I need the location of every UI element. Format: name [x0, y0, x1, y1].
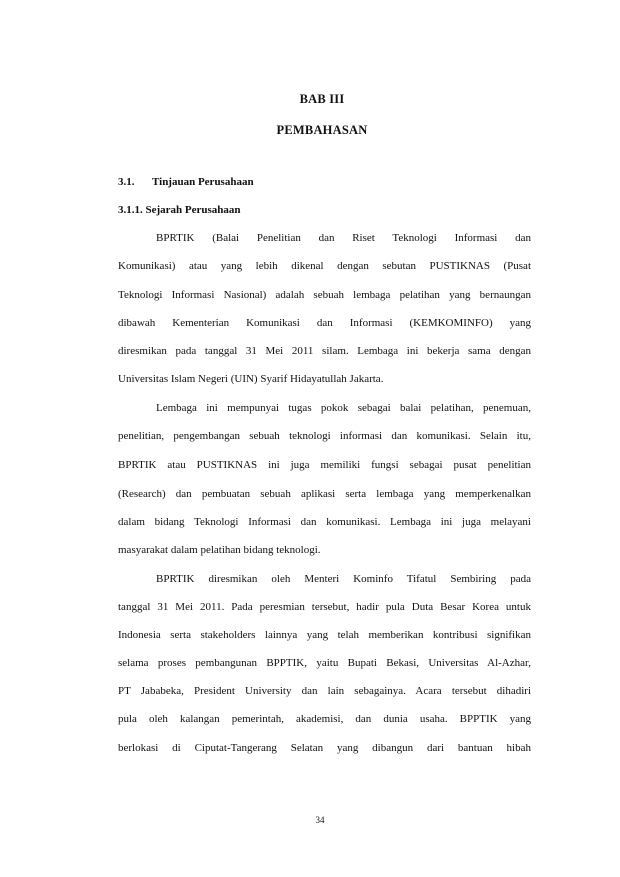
body-line: Lembaga ini mempunyai tugas pokok sebagai balai pelatihan, penemuan, — [156, 402, 531, 414]
body-line: diresmikan pada tanggal 31 Mei 2011 silam. Lembaga ini bekerja sama dengan — [118, 345, 531, 357]
section-heading — [118, 176, 254, 188]
body-line: masyarakat dalam pelatihan bidang teknologi. — [118, 544, 321, 556]
body-line: berlokasi di Ciputat-Tangerang Selatan yang dibangun dari bantuan hibah — [118, 742, 531, 754]
body-line: BPRTIK diresmikan oleh Menteri Kominfo Tifatul Sembiring pada — [156, 573, 531, 585]
section-title: Tinjauan Perusahaan — [152, 176, 254, 188]
body-line: Komunikasi) atau yang lebih dikenal dengan sebutan PUSTIKNAS (Pusat — [118, 260, 531, 272]
body-line: PT Jababeka, President University dan lain sebagainya. Acara tersebut dihadiri — [118, 685, 531, 697]
body-line: Universitas Islam Negeri (UIN) Syarif Hidayatullah Jakarta. — [118, 373, 384, 385]
body-line: tanggal 31 Mei 2011. Pada peresmian tersebut, hadir pula Duta Besar Korea untuk — [118, 601, 531, 613]
body-line: (Research) dan pembuatan sebuah aplikasi serta lembaga yang memperkenalkan — [118, 488, 531, 500]
body-line: Teknologi Informasi Nasional) adalah sebuah lembaga pelatihan yang bernaungan — [118, 289, 531, 301]
page-number: 34 — [315, 815, 325, 825]
body-line: penelitian, pengembangan sebuah teknologi informasi dan komunikasi. Selain itu, — [118, 430, 531, 442]
chapter-subtitle: PEMBAHASAN — [276, 123, 368, 137]
body-line: BPRTIK (Balai Penelitian dan Riset Teknologi Informasi dan — [156, 232, 531, 244]
body-line: BPRTIK atau PUSTIKNAS ini juga memiliki fungsi sebagai pusat penelitian — [118, 459, 531, 471]
body-line: selama proses pembangunan BPPTIK, yaitu Bupati Bekasi, Universitas Al-Azhar, — [118, 657, 531, 669]
body-line: Indonesia serta stakeholders lainnya yang telah memberikan kontribusi signifikan — [118, 629, 531, 641]
subsection-heading: 3.1.1. Sejarah Perusahaan — [118, 204, 241, 216]
body-line: dibawah Kementerian Komunikasi dan Informasi (KEMKOMINFO) yang — [118, 317, 531, 329]
body-line: pula oleh kalangan pemerintah, akademisi, dan dunia usaha. BPPTIK yang — [118, 713, 531, 725]
chapter-title: BAB III — [299, 92, 345, 106]
section-number: 3.1. — [118, 176, 135, 188]
body-line: dalam bidang Teknologi Informasi dan komunikasi. Lembaga ini juga melayani — [118, 516, 531, 528]
